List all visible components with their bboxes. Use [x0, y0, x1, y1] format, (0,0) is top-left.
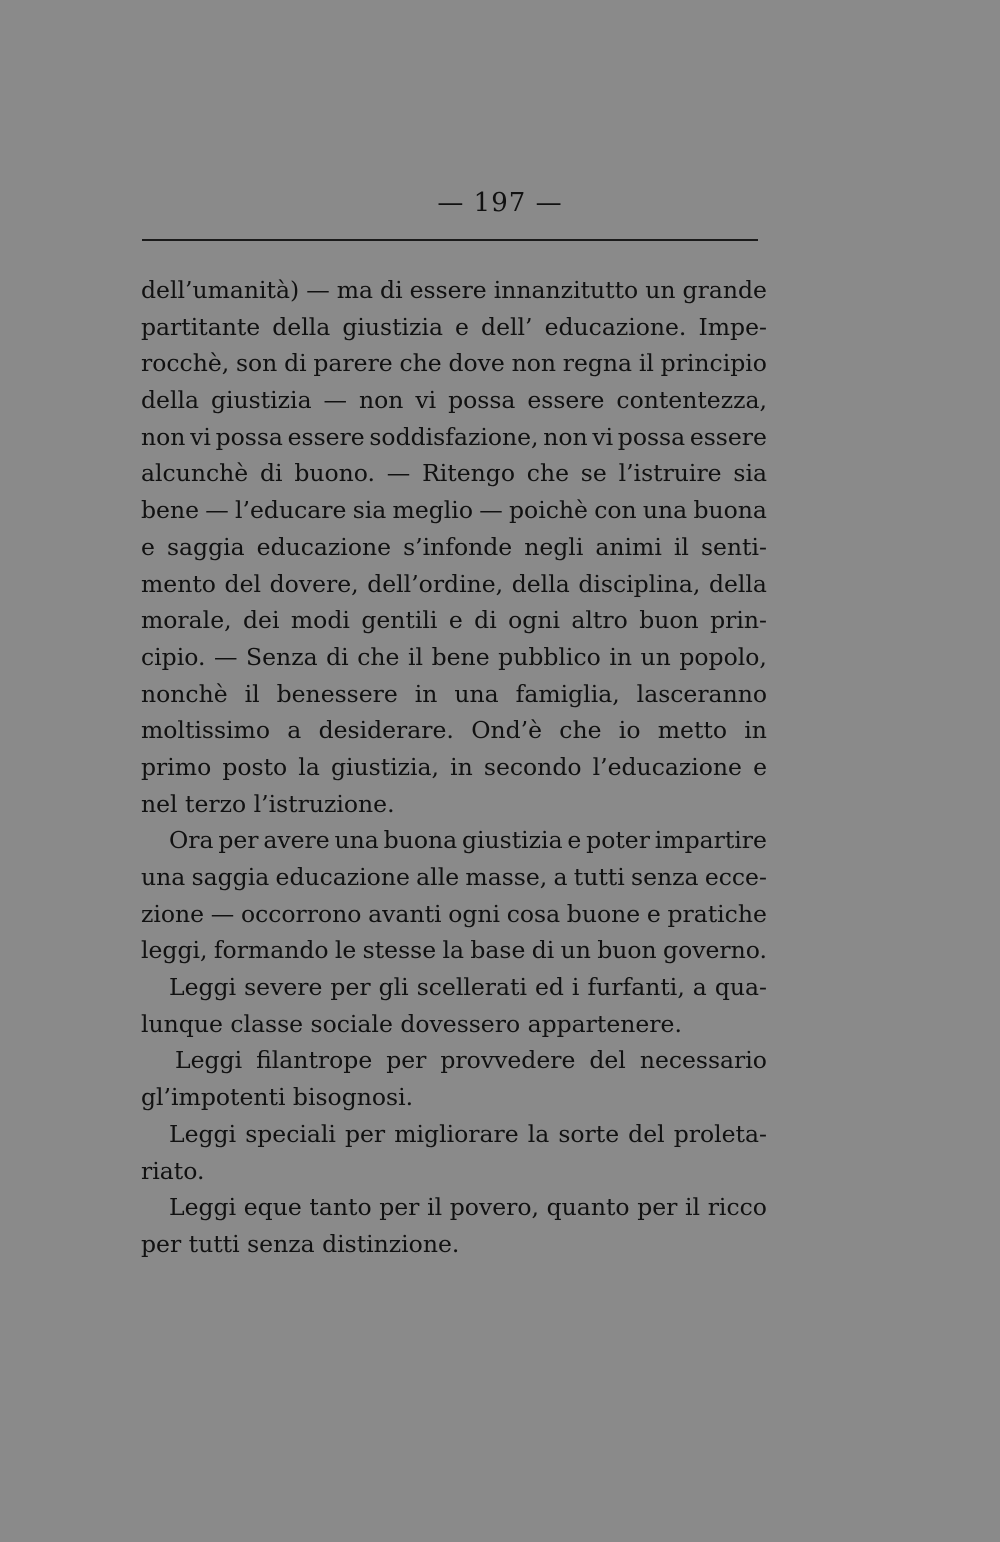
text-line: non vi possa essere soddisfazione, non vi possa essere — [141, 422, 767, 451]
text-line: dell’umanità) — ma di essere innanzitutto un grande — [141, 276, 767, 304]
header-rule — [142, 239, 758, 241]
page-number: — 197 — — [437, 188, 563, 218]
body-text — [141, 272, 767, 1263]
text-line: lunque classe sociale dovessero appartenere. — [141, 1009, 682, 1038]
text-line: rocchè, son di parere che dove non regna il principio — [141, 349, 767, 378]
text-line: Leggi severe per gli scellerati ed i furfanti, a qua- — [169, 973, 767, 1002]
text-line: leggi, formando le stesse la base di un buon governo. — [141, 936, 767, 965]
text-line: primo posto la giustizia, in secondo l’educazione e — [141, 752, 767, 781]
text-line: per tutti senza distinzione. — [141, 1229, 460, 1258]
text-line: partitante della giustizia e dell’ educazione. Impe- — [141, 312, 767, 341]
text-line: della giustizia — non vi possa essere contentezza, — [141, 386, 767, 415]
text-line: alcunchè di buono. — Ritengo che se l’istruire sia — [141, 459, 767, 488]
text-line: zione — occorrono avanti ogni cosa buone e pratiche — [141, 899, 767, 928]
text-line: nonchè il benessere in una famiglia, lasceranno — [141, 679, 767, 708]
text-line: nel terzo l’istruzione. — [141, 789, 395, 818]
text-line: una saggia educazione alle masse, a tutti senza ecce- — [141, 863, 767, 891]
text-line: riato. — [141, 1156, 205, 1185]
text-line: e saggia educazione s’infonde negli animi il senti- — [141, 532, 767, 561]
text-line: cipio. — Senza di che il bene pubblico in un popolo, — [141, 642, 767, 671]
text-line: mento del dovere, dell’ordine, della disciplina, della — [141, 569, 767, 598]
text-line: Leggi filantrope per provvedere del necessario — [175, 1046, 767, 1075]
text-line: bene — l’educare sia meglio — poichè con una buona — [141, 496, 767, 525]
text-line: Ora per avere una buona giustizia e poter impartire — [169, 826, 767, 855]
text-line: gl’impotenti bisognosi. — [141, 1083, 414, 1112]
text-line: Leggi speciali per migliorare la sorte del proleta- — [169, 1119, 767, 1148]
text-line: Leggi eque tanto per il povero, quanto per il ricco — [169, 1193, 767, 1222]
text-line: morale, dei modi gentili e di ogni altro buon prin- — [141, 606, 767, 635]
text-line: moltissimo a desiderare. Ond’è che io metto in — [141, 716, 767, 745]
